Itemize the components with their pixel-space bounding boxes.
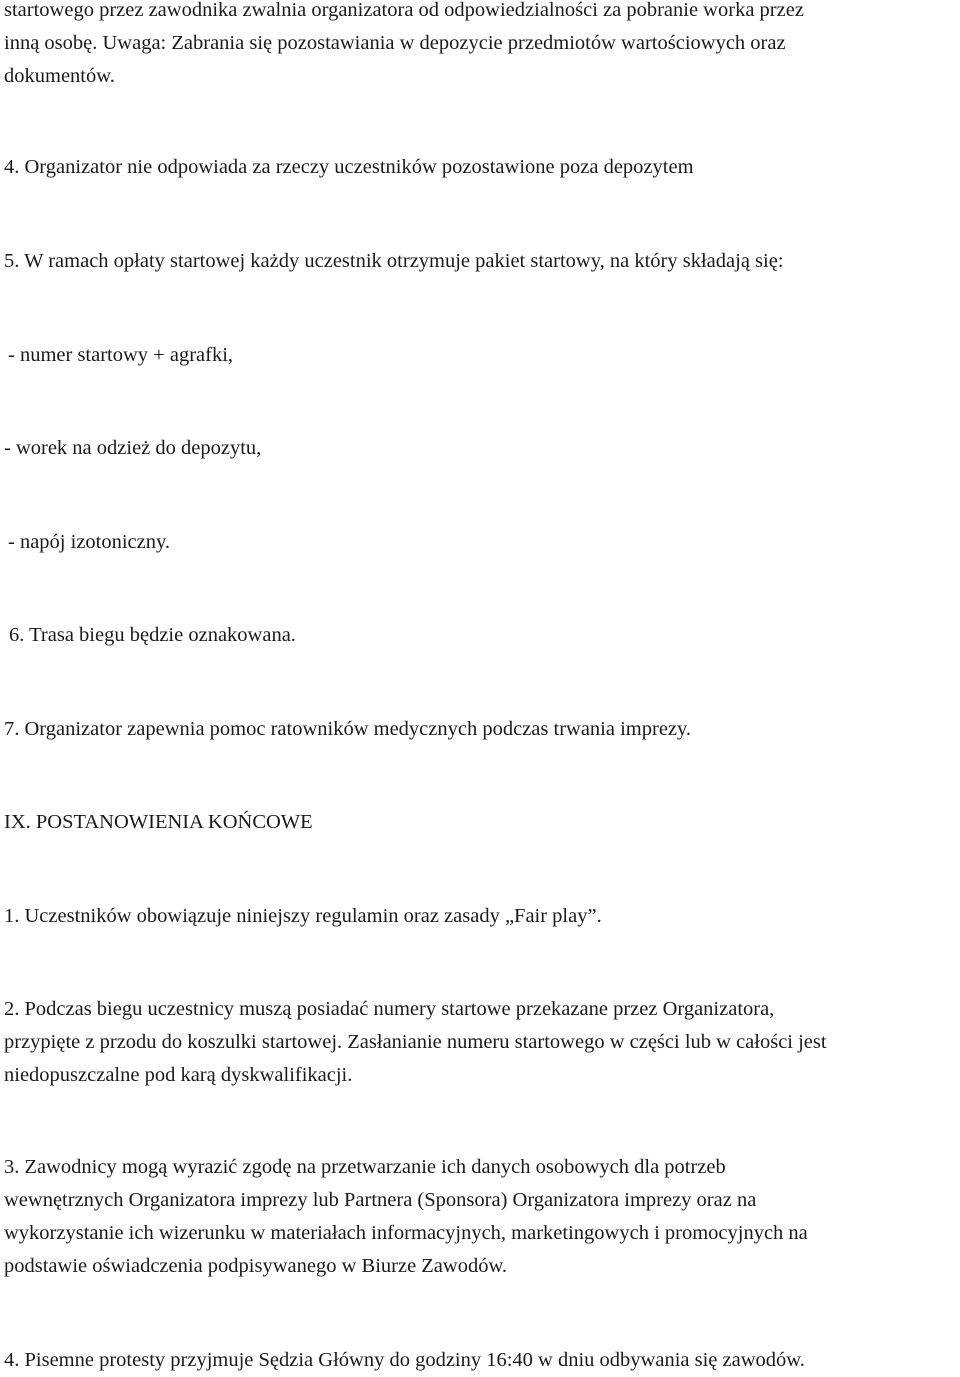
paragraph-line: startowego przez zawodnika zwalnia organizatora od odpowiedzialności za pobranie worka przez [4, 0, 804, 21]
bullet-item: - worek na odzież do depozytu, [4, 437, 262, 459]
paragraph-intro [4, 0, 958, 93]
section-heading: IX. POSTANOWIENIA KOŃCOWE [4, 811, 313, 833]
paragraph-line: wykorzystanie ich wizerunku w materiałach informacyjnych, marketingowych i promocyjnych na [4, 1222, 808, 1244]
list-item-4: 4. Organizator nie odpowiada za rzeczy uczestników pozostawione poza depozytem [4, 156, 694, 178]
final-item-2 [4, 993, 958, 1092]
final-item-1: 1. Uczestników obowiązuje niniejszy regulamin oraz zasady „Fair play”. [4, 905, 602, 927]
list-item-5: 5. W ramach opłaty startowej każdy uczestnik otrzymuje pakiet startowy, na który składają się: [4, 250, 784, 272]
paragraph-line: 3. Zawodnicy mogą wyrazić zgodę na przetwarzanie ich danych osobowych dla potrzeb [4, 1156, 726, 1178]
bullet-item: - numer startowy + agrafki, [8, 344, 234, 366]
list-item-6: 6. Trasa biegu będzie oznakowana. [9, 624, 296, 646]
bullet-item: - napój izotoniczny. [8, 531, 171, 553]
paragraph-line: podstawie oświadczenia podpisywanego w Biurze Zawodów. [4, 1255, 508, 1277]
list-item-7: 7. Organizator zapewnia pomoc ratowników medycznych podczas trwania imprezy. [4, 718, 692, 740]
paragraph-line: dokumentów. [4, 65, 115, 87]
paragraph-line: niedopuszczalne pod karą dyskwalifikacji. [4, 1064, 353, 1086]
paragraph-line: inną osobę. Uwaga: Zabrania się pozostawiania w depozycie przedmiotów wartościowych oraz [4, 32, 786, 54]
final-item-3 [4, 1151, 958, 1283]
final-item-4: 4. Pisemne protesty przyjmuje Sędzia Główny do godziny 16:40 w dniu odbywania się zawodów. [4, 1349, 805, 1371]
paragraph-line: 2. Podczas biegu uczestnicy muszą posiadać numery startowe przekazane przez Organizatora, [4, 998, 775, 1020]
paragraph-line: wewnętrznych Organizatora imprezy lub Partnera (Sponsora) Organizatora imprezy oraz na [4, 1189, 757, 1211]
paragraph-line: przypięte z przodu do koszulki startowej. Zasłanianie numeru startowego w części lub w całości jest [4, 1031, 827, 1053]
